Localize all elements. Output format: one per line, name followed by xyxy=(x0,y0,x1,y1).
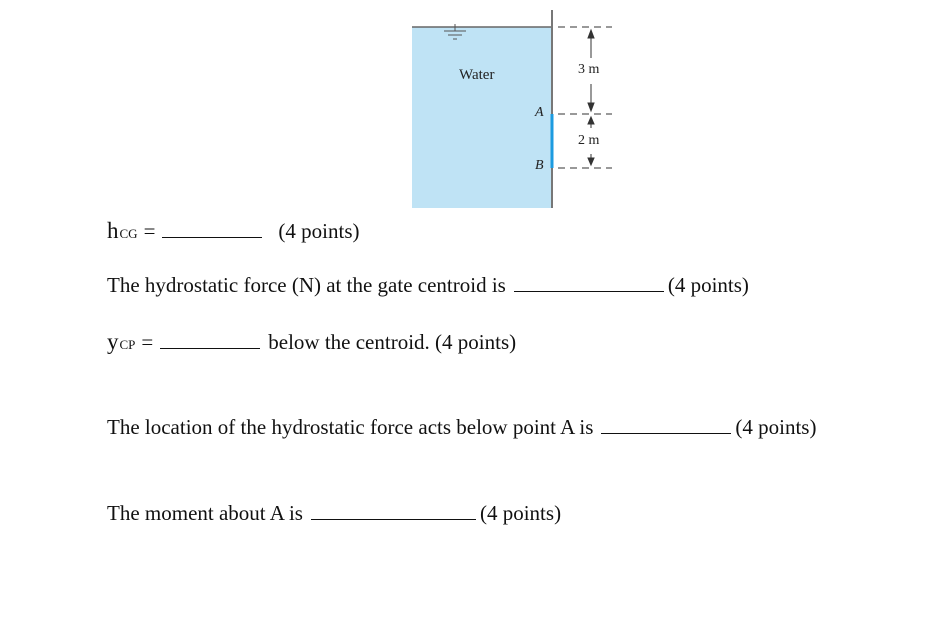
dim-2m-label: 2 m xyxy=(578,133,600,148)
question-ycp xyxy=(107,329,516,355)
question-force xyxy=(107,273,749,298)
question-hcg xyxy=(107,218,359,244)
water-label: Water xyxy=(459,67,495,83)
hcg-answer-blank[interactable] xyxy=(162,236,262,238)
ycp-symbol: y xyxy=(107,329,119,354)
ycp-equals: = xyxy=(141,330,154,354)
point-a-label: A xyxy=(535,105,544,120)
hcg-equals: = xyxy=(143,219,156,243)
force-answer-blank[interactable] xyxy=(514,290,664,292)
force-points: (4 points) xyxy=(667,273,749,297)
dim-3m-label: 3 m xyxy=(578,62,600,77)
ycp-subscript: CP xyxy=(119,337,136,352)
point-b-label: B xyxy=(535,158,544,173)
force-question-text: The hydrostatic force (N) at the gate centroid is xyxy=(107,273,506,297)
tank-figure xyxy=(0,0,951,215)
location-question-text: The location of the hydrostatic force acts below point A is xyxy=(107,415,594,439)
question-moment xyxy=(107,501,561,526)
ycp-suffix: below the centroid. (4 points) xyxy=(268,330,517,354)
hcg-symbol: h xyxy=(107,218,119,243)
location-points: (4 points) xyxy=(735,415,817,439)
moment-question-text: The moment about A is xyxy=(107,501,303,525)
hcg-subscript: CG xyxy=(119,226,138,241)
hcg-points: (4 points) xyxy=(278,219,360,243)
moment-points: (4 points) xyxy=(479,501,562,525)
moment-answer-blank[interactable] xyxy=(311,518,476,520)
question-location xyxy=(107,415,816,440)
water-body xyxy=(412,27,552,208)
location-answer-blank[interactable] xyxy=(601,432,731,434)
tank-diagram xyxy=(0,0,951,215)
ycp-answer-blank[interactable] xyxy=(160,347,260,349)
